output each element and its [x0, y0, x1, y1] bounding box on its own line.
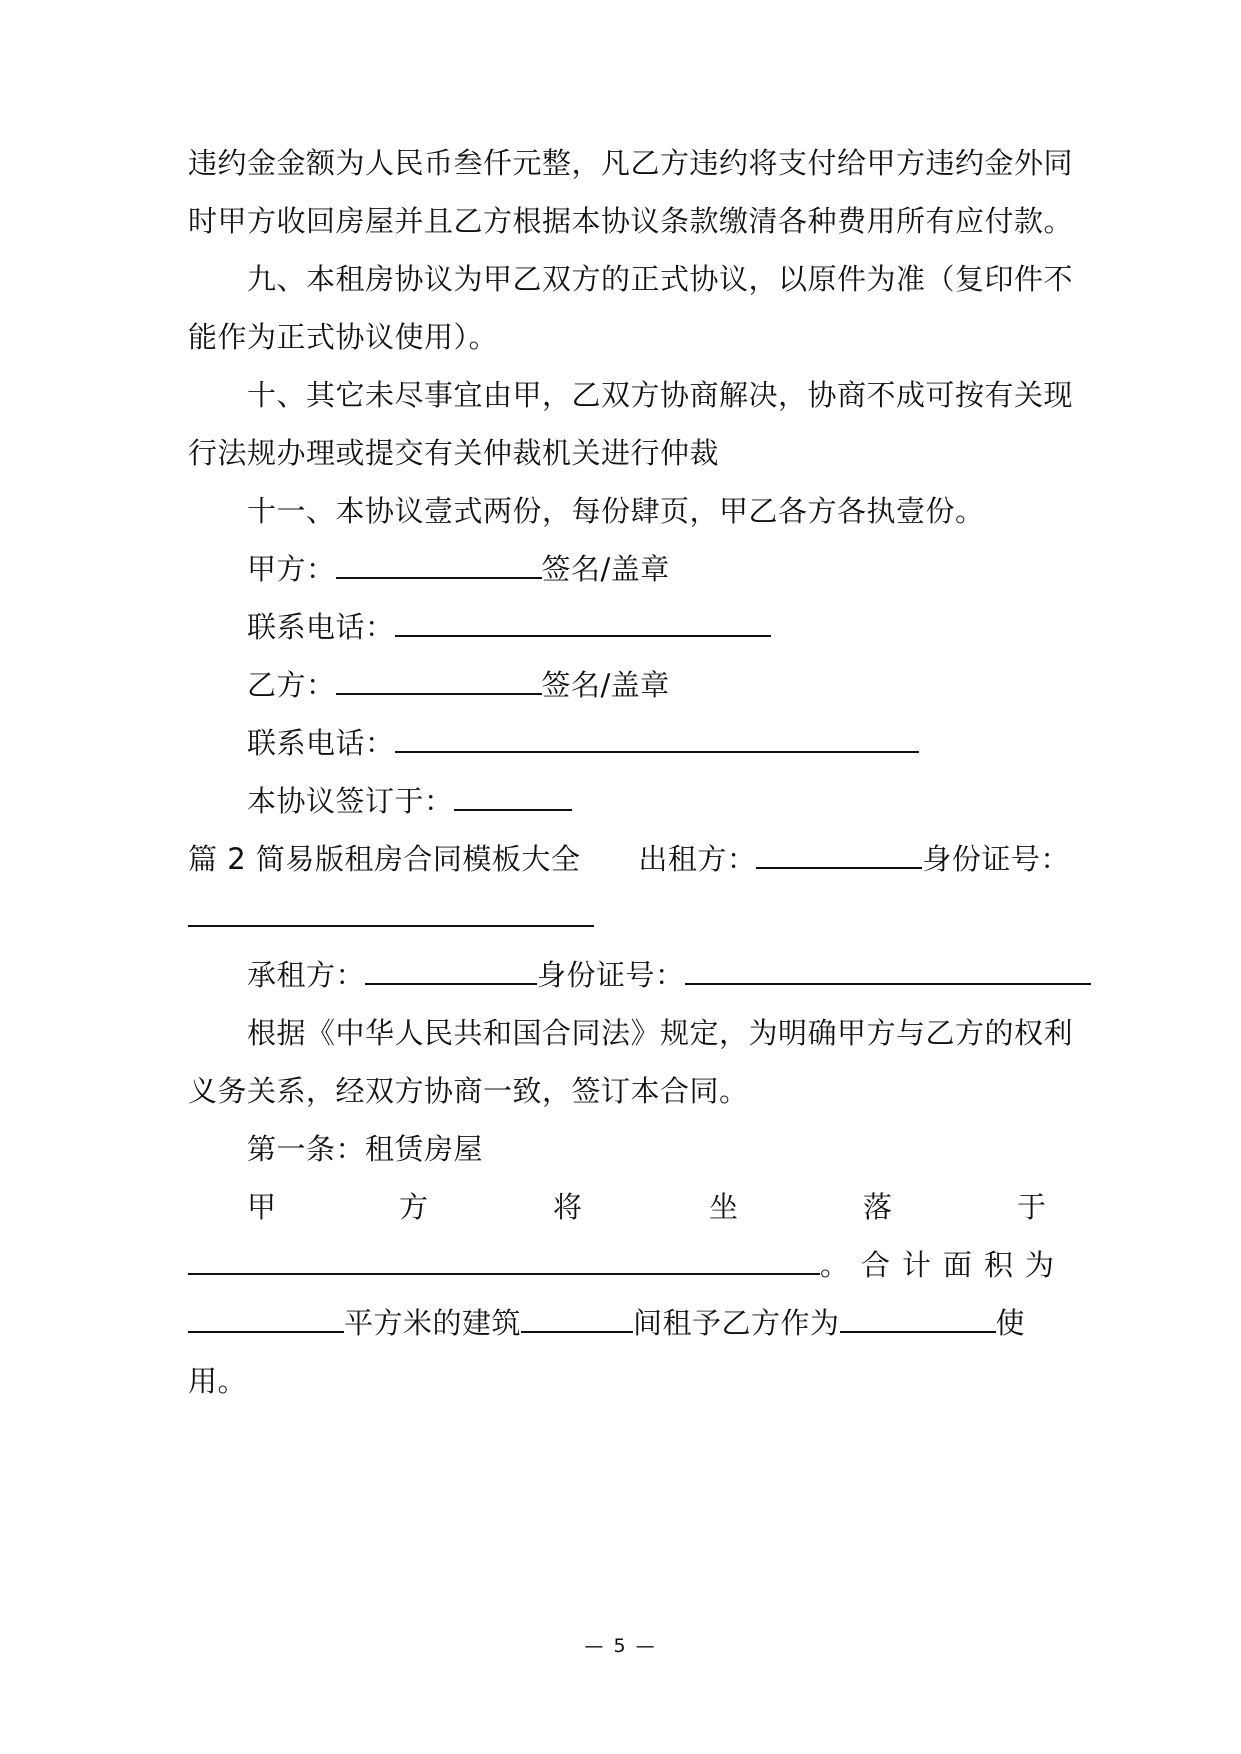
- lessor-id-label: 身份证号：: [922, 842, 1070, 876]
- rooms-blank[interactable]: [521, 1303, 633, 1333]
- area-unit-text: 平方米的建筑: [344, 1306, 522, 1340]
- address-blank[interactable]: [188, 1245, 820, 1275]
- signed-date-blank[interactable]: [454, 781, 572, 811]
- party-a-signature-blank[interactable]: [336, 549, 542, 579]
- article-1-word: 将: [553, 1190, 583, 1224]
- area-blank[interactable]: [188, 1303, 344, 1333]
- party-a-phone-line: [247, 607, 771, 647]
- clause-10-continued: 行法规办理或提交有关仲裁机关进行仲裁: [188, 436, 720, 470]
- party-a-label: 甲方：: [247, 552, 336, 586]
- clause-11: 十一、本协议壹式两份，每份肆页，甲乙各方各执壹份。: [247, 494, 985, 528]
- lessee-line: [247, 955, 1091, 995]
- party-b-signature-line: [247, 665, 670, 705]
- use-char: 使: [995, 1306, 1026, 1340]
- party-b-sign-suffix: 签名/盖章: [541, 668, 670, 702]
- article-1-area-line: [188, 1303, 1025, 1343]
- article-1-word: 坐: [709, 1190, 739, 1224]
- party-a-signature-line: [247, 549, 670, 589]
- lessee-id-blank[interactable]: [685, 955, 1091, 985]
- lessee-label: 承租方：: [247, 958, 366, 992]
- article-1-address-line: [188, 1245, 1066, 1285]
- party-b-signature-blank[interactable]: [336, 665, 542, 695]
- page-number: — 5 —: [584, 1635, 657, 1657]
- lessor-label: 出租方：: [638, 842, 757, 876]
- article-1-word: 方: [399, 1190, 429, 1224]
- phone-b-label: 联系电话：: [247, 726, 395, 760]
- signed-date-line: [247, 781, 572, 821]
- article-1-title: 第一条：租赁房屋: [247, 1132, 484, 1166]
- rooms-text: 间租予乙方作为: [633, 1306, 840, 1340]
- intro-line: 根据《中华人民共和国合同法》规定，为明确甲方与乙方的权利: [247, 1016, 1074, 1050]
- use-purpose-blank[interactable]: [840, 1303, 996, 1333]
- article-1-word: 甲: [247, 1190, 277, 1224]
- article-1-word: 落: [863, 1190, 893, 1224]
- article-1-word: 于: [1017, 1190, 1047, 1224]
- total-area-label: 。合计面积为: [820, 1248, 1067, 1282]
- party-a-sign-suffix: 签名/盖章: [541, 552, 670, 586]
- phone-a-label: 联系电话：: [247, 610, 395, 644]
- paragraph-line: 时甲方收回房屋并且乙方根据本协议条款缴清各种费用所有应付款。: [188, 204, 1074, 238]
- article-1-end-line: 用。: [188, 1364, 248, 1398]
- lessee-id-label: 身份证号：: [537, 958, 685, 992]
- contract-2-heading: 篇 2 简易版租房合同模板大全: [188, 842, 581, 876]
- party-b-phone-line: [247, 723, 919, 763]
- party-b-label: 乙方：: [247, 668, 336, 702]
- paragraph-line: 违约金金额为人民币叁仟元整，凡乙方违约将支付给甲方违约金外同: [188, 146, 1074, 180]
- clause-9: 九、本租房协议为甲乙双方的正式协议，以原件为准（复印件不: [247, 262, 1074, 296]
- party-b-phone-blank[interactable]: [395, 723, 919, 753]
- lessor-id-blank[interactable]: [188, 897, 594, 927]
- party-a-phone-blank[interactable]: [395, 607, 771, 637]
- lessor-id-line: [188, 897, 594, 937]
- intro-line-continued: 义务关系，经双方协商一致，签订本合同。: [188, 1074, 749, 1108]
- lessor-name-blank[interactable]: [756, 839, 922, 869]
- lessee-name-blank[interactable]: [365, 955, 537, 985]
- clause-9-continued: 能作为正式协议使用）。: [188, 320, 499, 354]
- signed-at-label: 本协议签订于：: [247, 784, 454, 818]
- contract-2-header-line: [188, 839, 1070, 879]
- clause-10: 十、其它未尽事宜由甲，乙双方协商解决，协商不成可按有关现: [247, 378, 1074, 412]
